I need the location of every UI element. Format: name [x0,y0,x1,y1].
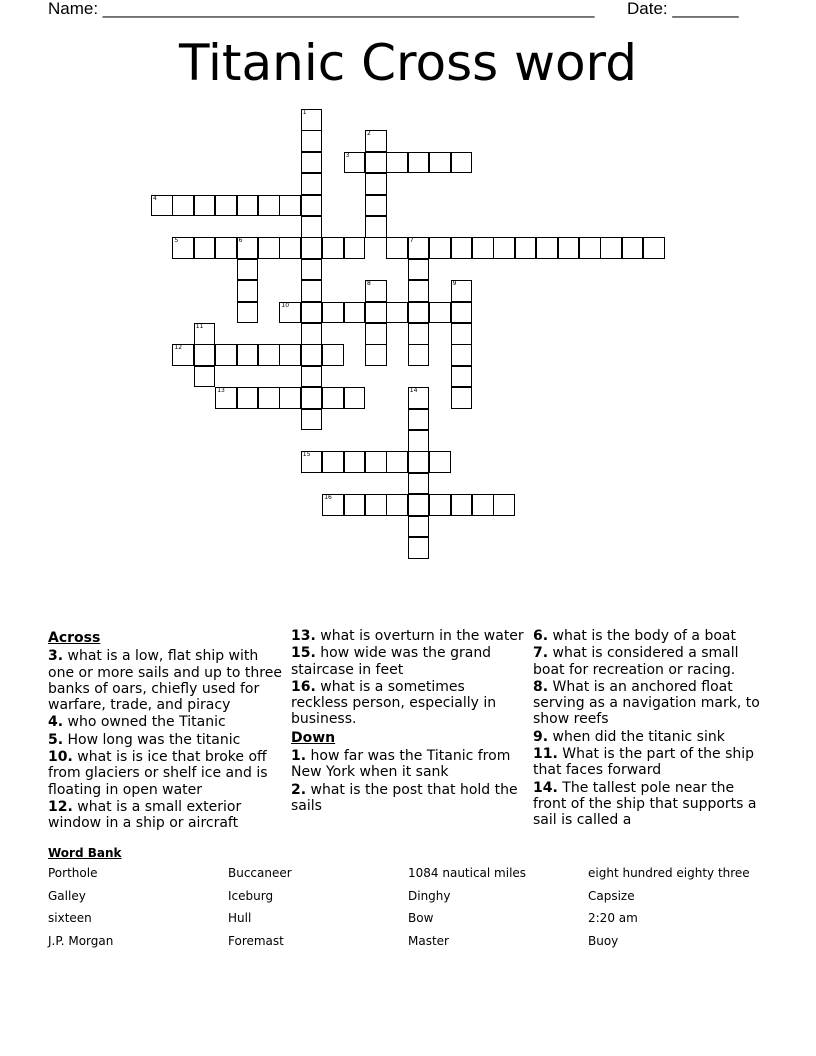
grid-cell[interactable] [451,237,473,259]
name-field-label[interactable]: Name: ____________________________________________________ [48,0,595,18]
clue-column-1 [48,628,282,833]
grid-cell[interactable] [365,195,387,217]
grid-cell[interactable] [215,344,237,366]
clue-num: 2. [291,781,307,798]
grid-cell[interactable] [408,280,430,302]
grid-cell[interactable] [215,387,237,409]
clue-text: what is a sometimes reckless person, especially in business. [291,678,497,728]
grid-cell[interactable] [365,451,387,473]
clue-text: what is overturn in the water [315,628,524,644]
clue-number: 15 [302,451,311,459]
grid-cell[interactable] [408,409,430,431]
grid-cell[interactable] [301,259,323,281]
across-clue [291,628,525,644]
clue-number: 7 [409,237,414,245]
grid-cell[interactable] [301,409,323,431]
date-field-label[interactable]: Date: _______ [627,0,739,18]
clue-num: 12. [48,798,73,815]
down-clue [533,628,765,644]
grid-cell[interactable] [344,237,366,259]
across-clue [48,799,282,832]
grid-cell[interactable] [386,494,408,516]
clue-num: 14. [533,779,558,796]
grid-cell[interactable] [258,195,280,217]
clue-text: The tallest pole near the front of the ship that supports a sail is called a [533,779,757,829]
down-clue [533,645,765,678]
grid-cell[interactable] [322,237,344,259]
grid-cell[interactable] [408,451,430,473]
clue-number: 8 [367,280,371,288]
grid-cell[interactable] [472,494,494,516]
grid-cell[interactable] [258,237,280,259]
grid-cell[interactable] [493,237,515,259]
word-bank-item: Hull [228,911,252,925]
grid-cell[interactable] [365,152,387,174]
down-heading: Down [291,729,336,746]
grid-cell[interactable] [365,280,387,302]
grid-cell[interactable] [365,130,387,152]
grid-cell[interactable] [301,451,323,473]
clue-num: 15. [291,645,316,662]
grid-cell[interactable] [322,451,344,473]
grid-cell[interactable] [301,366,323,388]
across-clue [48,648,282,713]
grid-cell[interactable] [451,323,473,345]
grid-cell[interactable] [408,387,430,409]
word-bank-item: Foremast [228,933,284,948]
grid-cell[interactable] [408,237,430,259]
grid-cell[interactable] [279,302,301,324]
grid-cell[interactable] [194,344,216,366]
grid-cell[interactable] [322,344,344,366]
grid-cell[interactable] [408,537,430,559]
down-clue [291,748,525,781]
word-bank-item: J.P. Morgan [48,933,114,948]
grid-cell[interactable] [429,237,451,259]
clue-number: 13 [217,387,225,395]
grid-cell[interactable] [451,152,473,174]
grid-cell[interactable] [237,195,259,217]
clue-number: 2 [367,130,371,138]
down-clue [533,746,765,779]
clue-num: 4. [48,714,64,731]
grid-cell[interactable] [194,366,216,388]
clue-number: 4 [153,194,157,202]
clue-text: what is is ice that broke off from glaciers or shelf ice and is floating in open water [48,749,268,798]
clue-number: 6 [238,237,243,245]
grid-cell[interactable] [558,237,580,259]
grid-cell[interactable] [172,344,194,366]
grid-cell[interactable] [344,302,366,324]
word-bank-item: Iceburg [228,888,274,903]
grid-cell[interactable] [472,237,494,259]
grid-cell[interactable] [386,451,408,473]
grid-cell[interactable] [365,494,387,516]
clue-num: 3. [48,648,64,665]
grid-cell[interactable] [279,344,301,366]
word-bank-item: Capsize [588,888,635,903]
clue-number: 16 [324,494,332,502]
across-heading: Across [48,630,101,646]
word-bank-item: sixteen [48,911,92,925]
grid-cell[interactable] [408,152,430,174]
across-clue [48,749,282,798]
clue-number: 3 [345,151,350,159]
grid-cell[interactable] [301,152,323,174]
grid-cell[interactable] [386,302,408,324]
clue-num: 11. [533,746,558,763]
grid-cell[interactable] [365,323,387,345]
clue-text: What is an anchored float serving as a navigation mark, to show reefs [533,678,760,728]
grid-cell[interactable] [301,387,323,409]
grid-cell[interactable] [643,237,665,259]
grid-cell[interactable] [194,323,216,345]
clue-num: 8. [533,678,549,695]
grid-cell[interactable] [536,237,558,259]
grid-cell[interactable] [408,516,430,538]
clue-num: 10. [48,749,73,766]
grid-cell[interactable] [408,323,430,345]
word-bank-item: Buccaneer [228,866,292,880]
grid-cell[interactable] [408,494,430,516]
clue-text: How long was the titanic [63,731,241,748]
grid-cell[interactable] [429,152,451,174]
grid-cell[interactable] [344,451,366,473]
grid-cell[interactable] [301,280,323,302]
clue-text: who owned the Titanic [63,714,226,731]
grid-cell[interactable] [451,387,473,409]
grid-cell[interactable] [258,344,280,366]
grid-cell[interactable] [301,195,323,217]
grid-cell[interactable] [515,237,537,259]
grid-cell[interactable] [408,259,430,281]
clue-text: how wide was the grand staircase in feet [291,645,492,678]
grid-cell[interactable] [344,152,366,174]
clue-text: when did the titanic sink [548,728,725,745]
grid-cell[interactable] [429,302,451,324]
word-bank-item: eight hundred eighty three [588,866,750,880]
clue-text: how far was the Titanic from New York when it sank [291,748,511,781]
grid-cell[interactable] [408,344,430,366]
clue-text: what is a low, flat ship with one or more sails and up to three banks of oars, chiefly used for warfare, trade, and piracy [48,648,282,714]
clue-number: 14 [409,387,418,395]
grid-cell[interactable] [600,237,622,259]
grid-cell[interactable] [237,280,259,302]
grid-cell[interactable] [451,344,473,366]
down-clue [291,782,525,815]
clue-num: 16. [291,678,316,695]
grid-cell[interactable] [237,344,259,366]
across-clue [48,714,282,730]
grid-cell[interactable] [344,387,366,409]
grid-cell[interactable] [194,195,216,217]
grid-cell[interactable] [258,387,280,409]
clue-text: what is the body of a boat [548,628,736,644]
grid-cell[interactable] [429,494,451,516]
clue-num: 6. [533,628,549,644]
grid-cell[interactable] [451,280,473,302]
grid-cell[interactable] [622,237,644,259]
grid-cell[interactable] [365,216,387,238]
word-bank-item: Porthole [48,866,98,880]
grid-cell[interactable] [493,494,515,516]
word-bank-item: Bow [408,911,434,925]
grid-cell[interactable] [451,366,473,388]
word-bank-item: 2:20 am [588,911,638,925]
grid-cell[interactable] [172,195,194,217]
grid-cell[interactable] [194,237,216,259]
grid-cell[interactable] [322,302,344,324]
word-bank-title: Word Bank [48,846,122,860]
grid-cell[interactable] [301,237,323,259]
clue-num: 13. [291,628,316,644]
grid-cell[interactable] [408,302,430,324]
page-title: Titanic Cross word [179,34,637,92]
grid-cell[interactable] [451,494,473,516]
grid-cell[interactable] [344,494,366,516]
word-bank-item: 1084 nautical miles [408,866,527,880]
word-bank-item: Dinghy [408,888,451,903]
word-bank-item: Galley [48,888,86,903]
across-clue [291,645,525,678]
grid-cell[interactable] [386,152,408,174]
grid-cell[interactable] [301,173,323,195]
clue-text: what is the post that hold the sails [291,781,518,814]
clue-number: 9 [452,280,457,288]
across-clue [291,679,525,728]
clue-num: 1. [291,748,307,765]
grid-cell[interactable] [215,237,237,259]
grid-cell[interactable] [237,259,259,281]
grid-cell[interactable] [301,109,323,131]
word-bank-item: Buoy [588,933,619,948]
grid-cell[interactable] [322,387,344,409]
grid-cell[interactable] [386,237,408,259]
grid-cell[interactable] [429,451,451,473]
clue-number: 1 [302,109,307,116]
clue-num: 9. [533,728,549,745]
clue-column-3 [533,628,765,830]
grid-cell[interactable] [301,302,323,324]
down-clue [533,729,765,745]
grid-cell[interactable] [172,237,194,259]
grid-cell[interactable] [279,195,301,217]
grid-cell[interactable] [301,323,323,345]
clue-number: 10 [281,301,290,309]
across-clue [48,732,282,748]
clue-num: 7. [533,645,549,662]
grid-cell[interactable] [408,473,430,495]
grid-cell[interactable] [237,302,259,324]
grid-cell[interactable] [151,195,173,217]
grid-cell[interactable] [301,130,323,152]
clue-column-2 [291,628,525,815]
grid-cell[interactable] [365,173,387,195]
word-bank-item: Master [408,933,449,948]
grid-cell[interactable] [301,216,323,238]
clue-num: 5. [48,731,64,748]
down-clue [533,780,765,829]
clue-number: 12 [174,344,183,352]
grid-cell[interactable] [237,387,259,409]
clue-text: what is a small exterior window in a ship or aircraft [48,798,242,832]
grid-cell[interactable] [215,195,237,217]
grid-cell[interactable] [365,302,387,324]
grid-cell[interactable] [322,494,344,516]
down-clue [533,679,765,728]
grid-cell[interactable] [301,344,323,366]
grid-cell[interactable] [451,302,473,324]
clue-number: 5 [174,237,179,245]
clue-text: what is considered a small boat for recreation or racing. [533,645,739,678]
grid-cell[interactable] [408,430,430,452]
grid-cell[interactable] [365,344,387,366]
clue-text: What is the part of the ship that faces forward [533,746,755,779]
clue-number: 11 [195,323,204,330]
grid-cell[interactable] [279,387,301,409]
grid-cell[interactable] [579,237,601,259]
grid-cell[interactable] [237,237,259,259]
word-bank [48,866,768,956]
grid-cell[interactable] [279,237,301,259]
